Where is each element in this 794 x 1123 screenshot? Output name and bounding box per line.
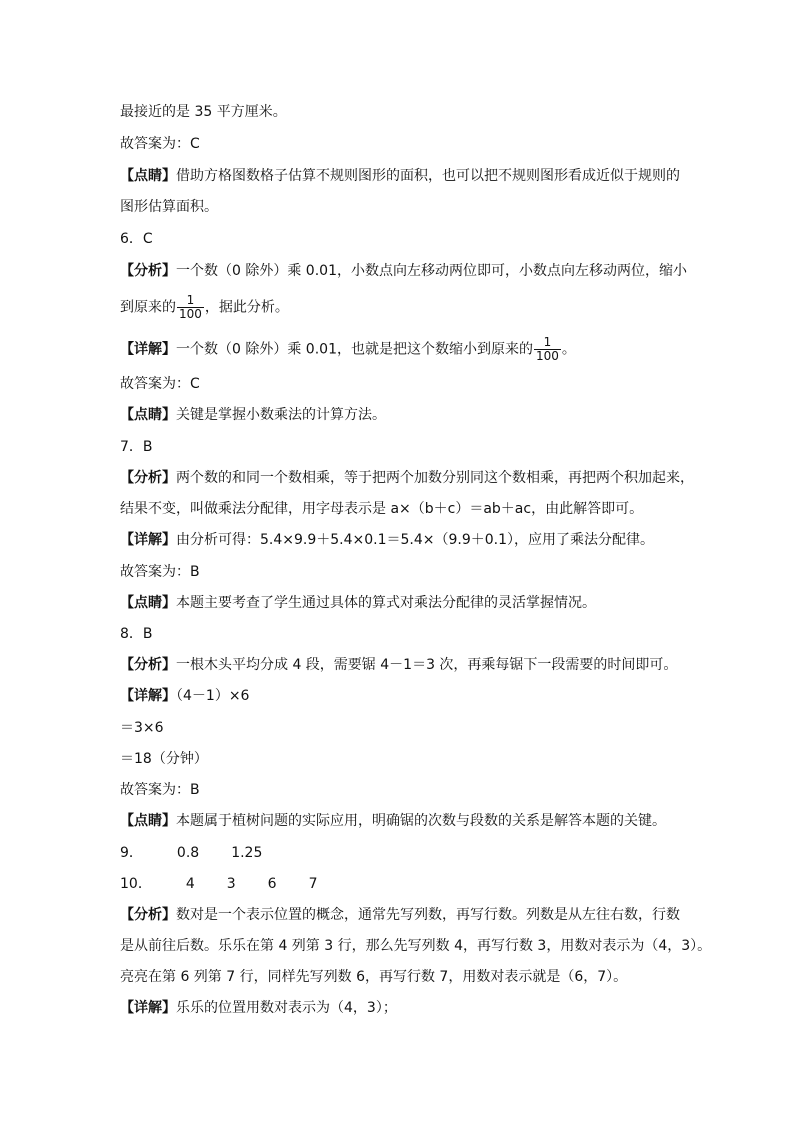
section-tag: 【点睛】 (120, 407, 176, 423)
text-line (120, 102, 287, 122)
section-tag: 【分析】 (120, 657, 176, 673)
section-tag: 【分析】 (120, 470, 176, 486)
answer-line (120, 780, 200, 800)
text-line (120, 967, 627, 987)
line-text: 结果不变，叫做乘法分配律，用字母表示是 a×（b＋c）＝ab＋ac，由此解答即可。 (120, 501, 644, 517)
line-text: 借助方格图数格子估算不规则图形的面积，也可以把不规则图形看成近似于规则的 (176, 168, 680, 184)
analysis-line (120, 468, 694, 488)
line-text: 一个数（0 除外）乘 0.01，也就是把这个数缩小到原来的 (176, 341, 533, 358)
fraction-denominator: 100 (179, 307, 202, 321)
line-text: 6．C (120, 231, 153, 247)
answer-value: 7 (308, 876, 318, 892)
tip-line (120, 166, 680, 186)
line-text: 最接近的是 35 平方厘米。 (120, 104, 287, 120)
answer-value: 6 (267, 876, 277, 892)
section-tag: 【点睛】 (120, 813, 176, 829)
line-text: 故答案为：B (120, 782, 200, 798)
text-line-with-fraction (120, 294, 289, 321)
fraction-denominator: 100 (535, 349, 559, 363)
detail-line (120, 336, 576, 363)
line-text: 一根木头平均分成 4 段，需要锯 4－1＝3 次，再乘每锯下一段需要的时间即可。 (176, 657, 678, 673)
detail-line (120, 686, 249, 706)
section-tag: 【详解】 (120, 1000, 176, 1016)
section-tag: 【点睛】 (120, 595, 176, 611)
line-text: 是从前往后数。乐乐在第 4 列第 3 行，那么先写列数 4，再写行数 3，用数对表示为（4，3）。 (120, 938, 712, 954)
calc-line (120, 749, 208, 769)
answer-line (120, 562, 200, 582)
line-text: 两个数的和同一个数相乘，等于把两个加数分别同这个数相乘，再把两个积加起来， (176, 470, 694, 486)
line-text: 本题主要考查了学生通过具体的算式对乘法分配律的灵活掌握情况。 (176, 595, 596, 611)
answer-value: 1.25 (231, 845, 263, 861)
line-text: 关键是掌握小数乘法的计算方法。 (176, 407, 386, 423)
question-number-text: 10． (120, 876, 152, 892)
section-tag: 【详解】 (120, 688, 176, 704)
line-text: 8．B (120, 626, 153, 642)
answer-line (120, 134, 200, 154)
fraction (534, 336, 561, 363)
line-text: 数对是一个表示位置的概念，通常先写列数，再写行数。列数是从左往右数，行数 (176, 907, 680, 923)
detail-line (120, 998, 397, 1018)
detail-line (120, 530, 654, 550)
line-text: ，据此分析。 (204, 299, 289, 316)
line-text: 图形估算面积。 (120, 199, 218, 215)
section-tag: 【分析】 (120, 907, 176, 923)
question-number (120, 437, 153, 457)
line-text: 亮亮在第 6 列第 7 行，同样先写列数 6，再写行数 7，用数对表示就是（6，7）。 (120, 969, 628, 985)
answer-value: 4 (185, 876, 195, 892)
text-line (120, 499, 643, 519)
line-text: 。 (561, 341, 576, 358)
question-number-text: 9． (120, 845, 143, 861)
section-tag: 【详解】 (120, 341, 176, 358)
fraction-numerator: 1 (177, 294, 204, 308)
calc-line (120, 718, 164, 738)
line-text: ＝18（分钟） (120, 751, 208, 767)
line-text: 本题属于植树问题的实际应用，明确锯的次数与段数的关系是解答本题的关键。 (176, 813, 666, 829)
line-text: 故答案为：C (120, 376, 200, 392)
answer-row (120, 843, 262, 863)
text-line (120, 936, 711, 956)
section-tag: 【详解】 (120, 532, 176, 548)
question-number (120, 229, 153, 249)
fraction (177, 294, 204, 321)
answer-value: 0.8 (176, 845, 200, 861)
answer-row (120, 874, 318, 894)
line-text: （4－1）×6 (176, 688, 250, 704)
answer-value: 3 (226, 876, 236, 892)
question-number (120, 624, 153, 644)
line-text: 一个数（0 除外）乘 0.01，小数点向左移动两位即可，小数点向左移动两位，缩小 (176, 263, 687, 279)
line-text: 到原来的 (120, 299, 176, 316)
fraction-numerator: 1 (534, 336, 561, 350)
section-tag: 【点睛】 (120, 168, 176, 184)
tip-line (120, 811, 666, 831)
line-text: 乐乐的位置用数对表示为（4，3）； (176, 1000, 397, 1016)
line-text: 7．B (120, 439, 153, 455)
line-text: ＝3×6 (120, 720, 164, 736)
line-text: 故答案为：B (120, 564, 200, 580)
text-line (120, 197, 218, 217)
section-tag: 【分析】 (120, 263, 176, 279)
answer-line (120, 374, 200, 394)
tip-line (120, 405, 386, 425)
analysis-line (120, 905, 680, 925)
tip-line (120, 593, 596, 613)
line-text: 故答案为：C (120, 136, 200, 152)
line-text: 由分析可得：5.4×9.9＋5.4×0.1＝5.4×（9.9＋0.1），应用了乘法分配律。 (176, 532, 655, 548)
analysis-line (120, 261, 687, 281)
analysis-line (120, 655, 677, 675)
